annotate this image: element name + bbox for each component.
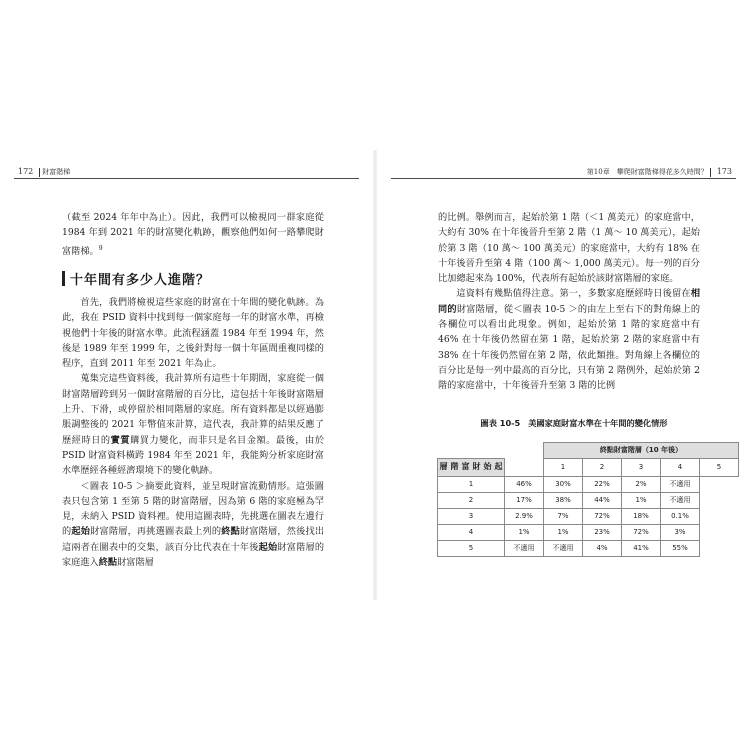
table-corner <box>438 443 505 459</box>
table-cell: 4% <box>583 540 622 556</box>
para3-emphasis-1: 起始 <box>71 526 91 538</box>
table-cell: 41% <box>622 540 661 556</box>
header-divider-right <box>710 168 711 177</box>
column-header-row <box>438 458 739 476</box>
row-label: 5 <box>438 540 505 556</box>
table-cell: 不適用 <box>544 540 583 556</box>
rpara2-text-a: 這資料有幾點值得注意。第一，多數家庭歷經時日後留在 <box>456 288 691 300</box>
left-running-head <box>14 167 70 177</box>
column-header-cell: 1 <box>544 458 583 476</box>
para3-text-c: 財富階層，然後找出這兩者在圖表中的交集，該百分比代表在十年後 <box>62 526 325 553</box>
table-cell: 17% <box>505 492 544 508</box>
right-paragraph-2 <box>438 286 700 393</box>
table-cell: 38% <box>544 492 583 508</box>
column-header-cell: 5 <box>700 458 739 476</box>
table-corner-2 <box>505 443 544 459</box>
para3-emphasis-2: 終點 <box>221 526 240 538</box>
right-page-number: 173 <box>716 167 732 176</box>
table-cell: 1% <box>622 492 661 508</box>
table-caption <box>424 418 724 429</box>
table-cell: 72% <box>622 524 661 540</box>
table-cell: 不適用 <box>505 540 544 556</box>
table-cell: 18% <box>622 508 661 524</box>
para3-text-b: 財富階層，再挑選圖表最上列的 <box>90 526 222 538</box>
table-caption-title: 美國家庭財富水準在十年間的變化情形 <box>528 418 668 428</box>
column-header-cell: 3 <box>622 458 661 476</box>
header-divider <box>39 168 40 177</box>
para-top-text: （截至 2024 年年中為止）。因此，我們可以檢視同一群家庭從 1984 年到 2021 年的財富變化軌跡，觀察他們如何一路攀爬財富階梯。 <box>62 212 324 257</box>
left-paragraph-3 <box>62 479 324 571</box>
footnote-marker: 9 <box>98 244 103 252</box>
table-cell: 23% <box>583 524 622 540</box>
table-cell: 30% <box>544 476 583 492</box>
para2-emphasis: 實質 <box>110 434 131 446</box>
left-paragraph-1: 首先，我們將檢視這些家庭的財富在十年間的變化軌跡。為此，我在 PSID 資料中找到每一個家庭每一年的財富水準，再檢視他們十年後的財富水準。此流程涵蓋 1984 年至 1994 年，然後是 1989 年至 1999 年，之後針對每一個十年區間重複同樣的程序，直到 2011 年至 2021 年為止。 <box>62 297 324 370</box>
section-marker <box>62 271 65 286</box>
table-cell: 1% <box>505 524 544 540</box>
table-cell: 1% <box>544 524 583 540</box>
table-row <box>438 508 739 524</box>
table-cell: 22% <box>583 476 622 492</box>
rpara2-text-b: 財富階層，從＜圖表 10-5 ＞的由左上至右下的對角線上的各欄位可以看出此現象。例如，起始於第 1 階的家庭當中有 46% 在十年後仍然留在第 1 階，起始於第 2 階的家庭當中有 38% 在十年後仍然留在第 2 階，依此類推。對角線上各欄位的百分比是每一列中最高的百分比，只有第 2 階例外，起始於第 2 階的家庭當中，十年後晉升至第 3 階的比例 <box>438 303 701 392</box>
para3-emphasis-3: 起始 <box>258 541 278 553</box>
right-running-head <box>587 167 736 177</box>
table-row <box>438 524 739 540</box>
table-cell: 不適用 <box>661 492 700 508</box>
table-cell: 7% <box>544 508 583 524</box>
right-body-text <box>438 210 700 394</box>
table-row <box>438 540 739 556</box>
left-header-rule <box>14 178 359 179</box>
section-title: 十年間有多少人進階？ <box>70 273 211 288</box>
left-body-text <box>62 295 324 570</box>
row-label: 2 <box>438 492 505 508</box>
wealth-mobility-table <box>437 442 739 557</box>
para3-text-e: 財富階層 <box>117 557 154 569</box>
table-cell: 不適用 <box>661 476 700 492</box>
para2-text-a: 蒐集完這些資料後，我計算所有這些十年期間，家庭從一個財富階層跨到另一個財富階層的百分比，這包括十年後財富階層上升、下滑，或停留於相同階層的家庭。所有資料都是以經過膨脹調整後的 2021 年幣值來計算，這代表，我計算的結果反應了歷經時日的 <box>62 373 324 446</box>
table-cell: 55% <box>661 540 700 556</box>
right-header-rule <box>391 178 736 179</box>
column-header-spacer <box>505 458 544 476</box>
para3-emphasis-4: 終點 <box>98 557 118 569</box>
table-cell: 72% <box>583 508 622 524</box>
table-caption-label: 圖表 10-5 <box>480 418 521 428</box>
table-cell: 3% <box>661 524 700 540</box>
left-book-title: 財富階梯 <box>42 168 71 176</box>
left-paragraph-2 <box>62 371 324 478</box>
origin-header <box>438 458 505 476</box>
table-cell: 46% <box>505 476 544 492</box>
section-heading <box>62 269 322 287</box>
row-label: 1 <box>438 476 505 492</box>
table-cell: 2% <box>622 476 661 492</box>
para3-text-d: 財富階層的家庭進入 <box>62 541 325 569</box>
rpara2-emphasis: 相同的 <box>438 288 700 315</box>
chapter-title: 第10章 攀爬財富階梯得花多久時間？ <box>586 168 708 176</box>
left-page-number: 172 <box>18 167 34 176</box>
left-top-paragraph <box>62 210 324 259</box>
table-row <box>438 492 739 508</box>
para2-text-b: 購買力變化，而非只是名目金額。最後，由於 PSID 財富資料橫跨 1984 年至 2021 年，我能夠分析家庭財富水準歷經各種經濟環境下的變化軌跡。 <box>62 434 325 477</box>
column-header-cell: 2 <box>583 458 622 476</box>
table-cell: 2.9% <box>505 508 544 524</box>
row-label: 4 <box>438 524 505 540</box>
column-header-cell: 4 <box>661 458 700 476</box>
destination-header: 終點財富階層（10 年後） <box>544 443 739 459</box>
origin-header-label: 起始財富階層 <box>439 461 503 471</box>
table-row <box>438 476 739 492</box>
row-label: 3 <box>438 508 505 524</box>
right-page <box>375 0 750 750</box>
para3-text-a: ＜圖表 10-5 ＞摘要此資料，並呈現財富流動情形。這張圖表只包含第 1 至第 5 階的財富階層，因為第 6 階的家庭極為罕見，未納入 PSID 資料裡。使用這圖表時，先挑選在圖表左邊行的 <box>62 480 324 538</box>
right-paragraph-1: 的比例。舉例而言，起始於第 1 階（＜1 萬美元）的家庭當中，大約有 30% 在十年後晉升至第 2 階（1 萬～ 10 萬美元），起始於第 3 階（10 萬～ 100 萬美元）的家庭當中，大約有 18% 在十年後晉升至第 4 階（100 萬～ 1,000 萬美元）。每一列的百分比加總起來為 100%，代表所有起始於該財富階層的家庭。 <box>438 212 700 285</box>
table-cell: 44% <box>583 492 622 508</box>
table-cell: 0.1% <box>661 508 700 524</box>
